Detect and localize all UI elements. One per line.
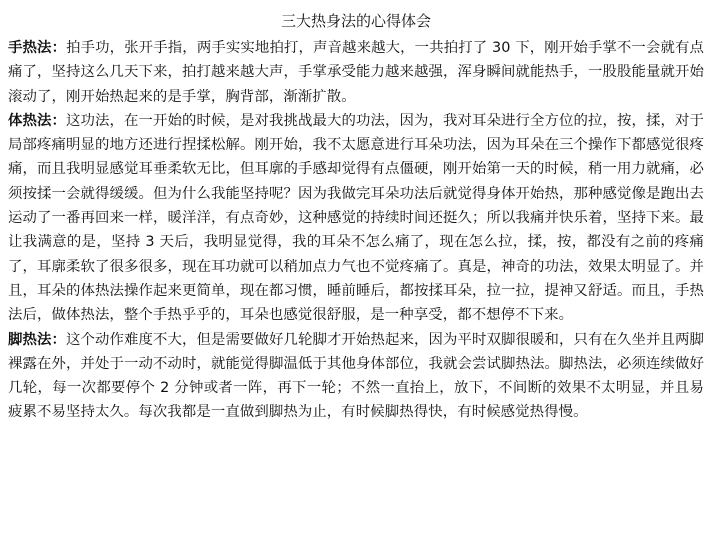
- document-title: 三大热身法的心得体会: [280, 12, 431, 30]
- section-text: 拍手功，张开手指，两手实实地拍打，声音越来越大，一共拍打了 30 下，刚开始手掌不一会就有点痛了，坚持这么几天下来，拍打越来越大声，手掌承受能力越来越强，浑身瞬间就能热手，一股股能量就开始滚动了，刚开始热起来的是手掌，胸背部，渐渐扩散。: [8, 40, 704, 105]
- section-label: 手热法：: [8, 40, 67, 56]
- section-label: 体热法：: [8, 112, 66, 129]
- section-hand-warming: [8, 36, 704, 109]
- section-foot-warming: [8, 328, 704, 425]
- section-label: 脚热法：: [8, 331, 66, 348]
- document-page: [8, 10, 704, 425]
- section-text: 这个动作难度不大，但是需要做好几轮脚才开始热起来，因为平时双脚很暖和，只有在久坐并且两脚裸露在外，并处于一动不动时，就能觉得脚温低于其他身体部位，我就会尝试脚热法。脚热法，必须连续做好几轮，每一次都要停个 2 分钟或者一阵，再下一轮；不然一直抬上，放下，不间断的效果不太明显，并且易疲累不易坚持太久。每次我都是一直做到脚热为止，有时候脚热得快，有时候感觉热得慢。: [8, 331, 704, 421]
- section-text: 这功法，在一开始的时候，是对我挑战最大的功法，因为，我对耳朵进行全方位的拉，按，揉，对于局部疼痛明显的地方还进行捏揉松解。刚开始，我不太愿意进行耳朵功法，因为耳朵在三个操作下都感觉很疼痛，而且我明显感觉耳垂柔软无比，但耳廓的手感却觉得有点僵硬，刚开始第一天的时候，稍一用力就痛，必须按揉一会就得缓缓。但为什么我能坚持呢？因为我做完耳朵功法后就觉得身体开始热，那种感觉像是跑出去运动了一番再回来一样，暖洋洋，有点奇妙，这种感觉的持续时间还挺久；所以我痛并快乐着，坚持下来。最让我满意的是，坚持 3 天后，我明显觉得，我的耳朵不怎么痛了，现在怎么拉，揉，按，都没有之前的疼痛了，耳廓柔软了很多很多，现在耳功就可以稍加点力气也不觉疼痛了。真是，神奇的功法，效果太明显了。并且，耳朵的体热法操作起来更简单，现在都习惯，睡前睡后，都按揉耳朵，拉一拉，提神又舒适。而且，手热法后，做体热法，整个手热乎乎的，耳朵也感觉很舒服，是一种享受，都不想停不下来。: [8, 112, 704, 324]
- section-body-warming: [8, 109, 704, 328]
